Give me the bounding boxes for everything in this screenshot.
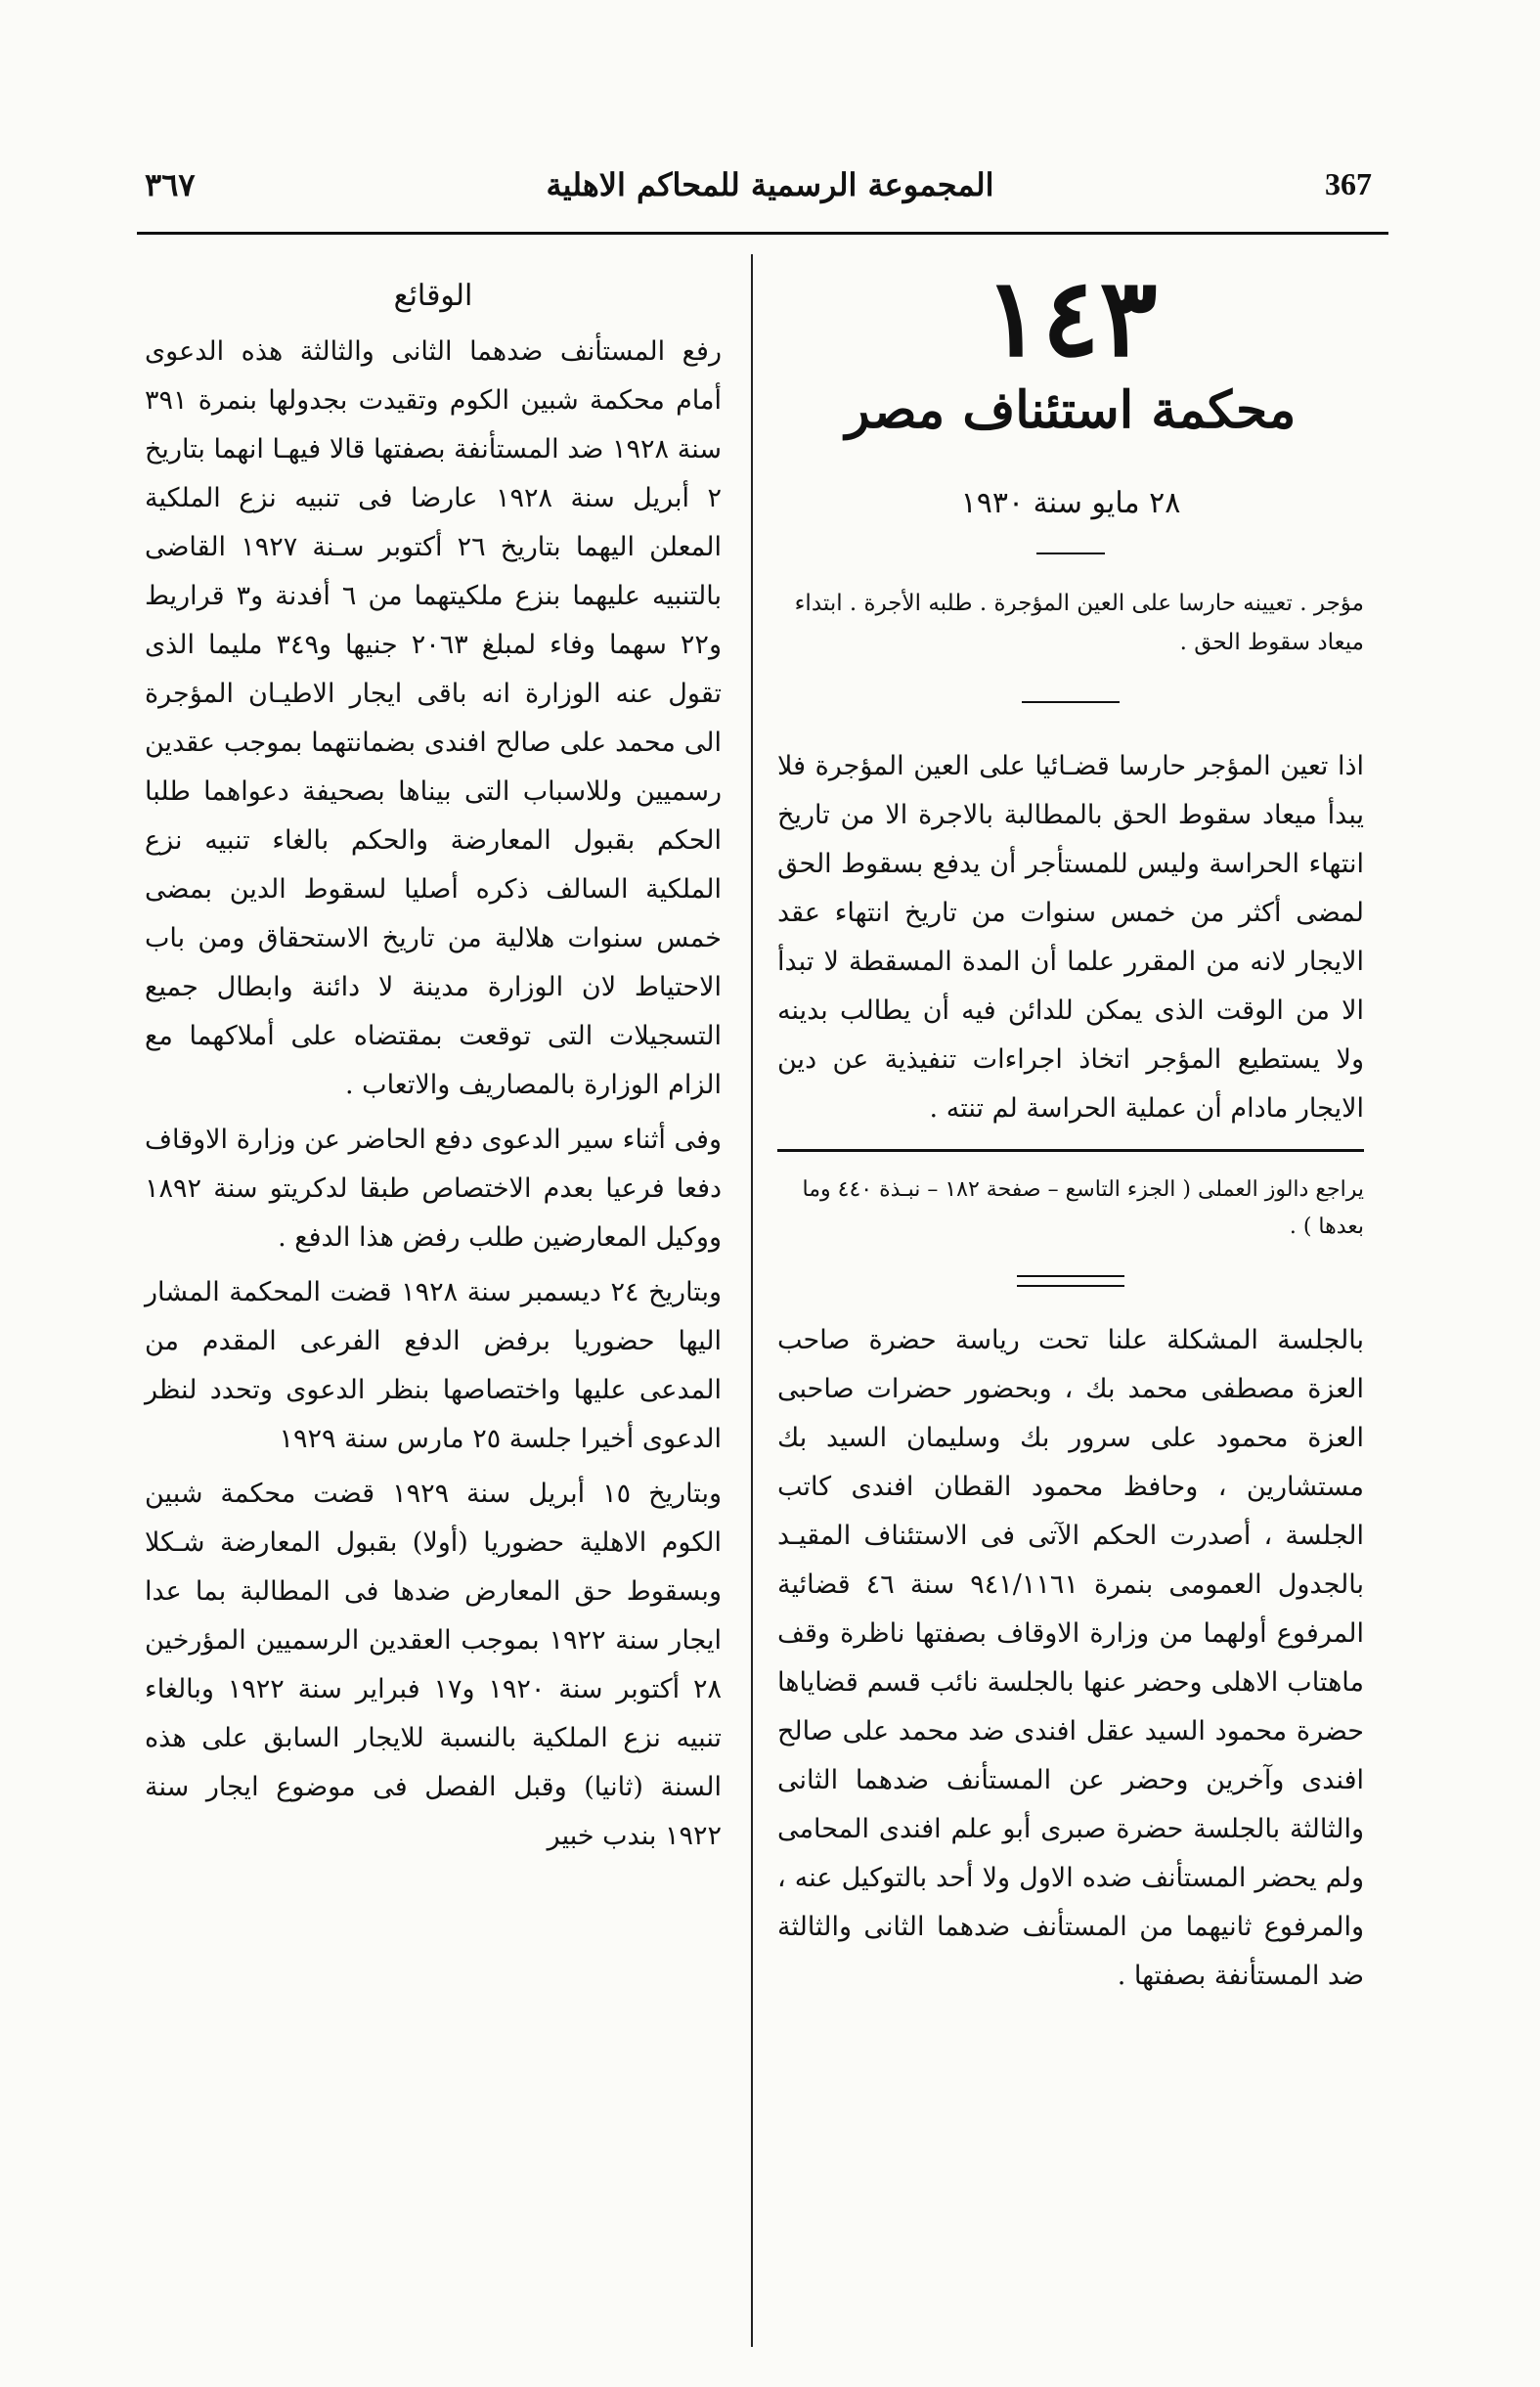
facts-paragraph-3: وبتاريخ ٢٤ ديسمبر سنة ١٩٢٨ قضت المحكمة المشار اليها حضوريا برفض الدفع الفرعى المقدم من المدعى عليها واختصاصها بنظر الدعوى وتحدد لنظر الدعوى أخيرا جلسة ٢٥ مارس سنة ١٩٢٩ (145, 1277, 722, 1454)
judgment-date: ٢٨ مايو سنة ١٩٣٠ (960, 486, 1181, 520)
facts-paragraph-1: رفع المستأنف ضدهما الثانى والثالثة هذه الدعوى أمام محكمة شبين الكوم وتقيدت بجدولها بنمرة ٣٩١ سنة ١٩٢٨ ضد المستأنفة بصفتها قالا فيهـا انهما بتاريخ ٢ أبريل سنة ١٩٢٨ عارضا فى تنبيه نزع الملكية المعلن اليهما بتاريخ ٢٦ أكتوبر سـنة ١٩٢٧ القاضى بالتنبيه عليهما بنزع ملكيتهما من ٦ أفدنة و٣ قراريط و٢٢ سهما وفاء لمبلغ ٢٠٦٣ جنيها و٣٤٩ مليما الذى تقول عنه الوزارة انه باقى ايجار الاطيـان المؤجرة الى محمد على صالح افندى بضمانتهما بموجب عقدين رسميين وللاسباب التى بيناها بصحيفة دعواهما طلبا الحكم بقبول المعارضة والحكم بالغاء تنبيه نزع الملكية السالف ذكره أصليا لسقوط الدين بمضى خمس سنوات هلالية من تاريخ الاستحقاق ومن باب الاحتياط لان الوزارة مدينة لا دائنة وابطال جميع التسجيلات التى توقعت بمقتضاه على أملاكهما مع الزام الوزارة بالمصاريف والاتعاب . (145, 336, 723, 1100)
double-rule (1017, 1275, 1124, 1287)
case-summary: مؤجر . تعيينه حارسا على العين المؤجرة . طلبه الأجرة . ابتداء ميعاد سقوط الحق . (794, 591, 1364, 655)
legal-principle: اذا تعين المؤجر حارسا قضـائيا على العين المؤجرة فلا يبدأ ميعاد سقوط الحق بالمطالبة بالاجرة الا من تاريخ انتهاء الحراسة وليس للمستأجر أن يدفع بسقوط الحق لمضى أكثر من خمس سنوات من تاريخ انتهاء عقد الايجار لانه من المقرر علما أن المدة المسقطة لا تبدأ الا من الوقت الذى يمكن للدائن فيه أن يطالب بدينه ولا يستطيع المؤجر اتخاذ اجراءات تنفيذية عن دين الايجار مادام أن عملية الحراسة لم تنته . (777, 751, 1364, 1124)
right-column (777, 254, 1364, 2001)
header-rule (137, 232, 1388, 235)
page-number-latin: 367 (1325, 166, 1372, 201)
facts-paragraph-4: وبتاريخ ١٥ أبريل سنة ١٩٢٩ قضت محكمة شبين الكوم الاهلية حضوريا (أولا) بقبول المعارضة شـكلا وبسقوط حق المعارض ضدها فى المطالبة بما عدا ايجار سنة ١٩٢٢ بموجب العقدين الرسميين المؤرخين ٢٨ أكتوبر سنة ١٩٢٠ و١٧ فبراير سنة ١٩٢٢ وبالغاء تنبيه نزع الملكية بالنسبة للايجار السابق على هذه السنة (ثانيا) وقبل الفصل فى موضوع ايجار سنة ١٩٢٢ بندب خبير (145, 1479, 723, 1851)
facts-paragraph-2: وفى أثناء سير الدعوى دفع الحاضر عن وزارة الاوقاف دفعا فرعيا بعدم الاختصاص طبقا لدكريتو سنة ١٨٩٢ ووكيل المعارضين طلب رفض هذا الدفع . (145, 1125, 722, 1253)
column-divider (751, 254, 753, 2347)
case-number: ١٤٣ (984, 254, 1158, 380)
short-rule (1036, 553, 1105, 554)
page-title: المجموعة الرسمية للمحاكم الاهلية (546, 166, 994, 203)
reference-note: يراجع دالوز العملى ( الجزء التاسع – صفحة ١٨٢ – نبـذة ٤٤٠ وما بعدها ) . (802, 1177, 1364, 1239)
principle-rule (777, 1149, 1364, 1152)
facts-title: الوقائع (393, 279, 473, 313)
left-column (145, 269, 722, 1861)
page-number-arabic: ٣٦٧ (145, 166, 196, 203)
session-text: بالجلسة المشكلة علنا تحت رياسة حضرة صاحب العزة مصطفى محمد بك ، وبحضور حضرات صاحبى العزة محمود على سرور بك وسليمان السيد بك مستشارين ، وحافظ محمود القطان افندى كاتب الجلسة ، أصدرت الحكم الآتى فى الاستئناف المقيـد بالجدول العمومى بنمرة ٩٤١/١١٦١ سنة ٤٦ قضائية المرفوع أولهما من وزارة الاوقاف بصفتها ناظرة وقف ماهتاب الاهلى وحضر عنها بالجلسة نائب قسم قضاياها حضرة محمود السيد عقل افندى ضد محمد على صالح افندى وآخرين وحضر عن المستأنف ضدهما الثانى والثالثة بالجلسة حضرة صبرى أبو علم افندى المحامى ولم يحضر المستأنف ضده الاول ولا أحد بالتوكيل عنه ، والمرفوع ثانيهما من المستأنف ضدهما الثانى والثالثة ضد المستأنفة بصفتها . (777, 1325, 1364, 1991)
short-rule (1022, 701, 1120, 703)
court-name: محكمة استئناف مصر (845, 380, 1297, 440)
